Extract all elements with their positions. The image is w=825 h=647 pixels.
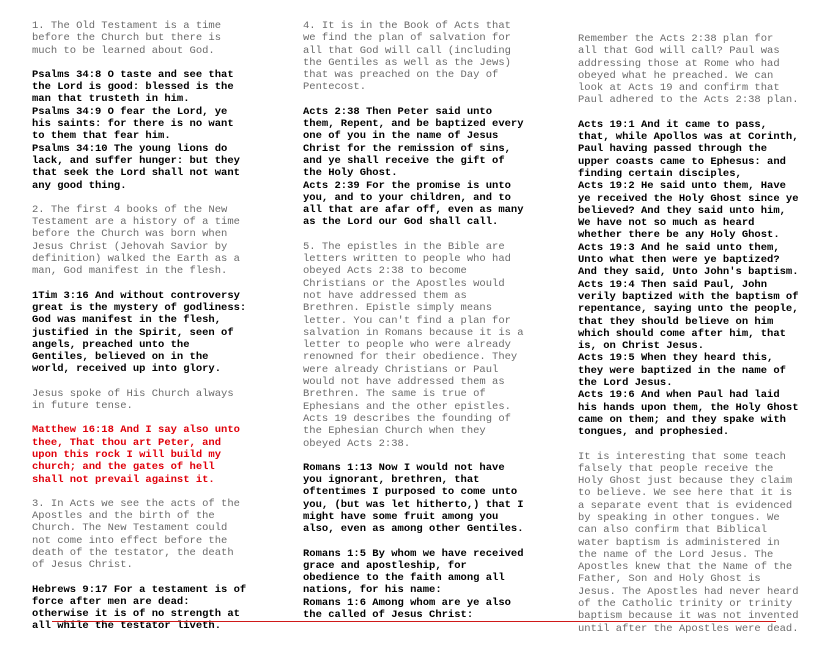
text-line: you ignorant, brethren, that (303, 474, 480, 487)
text-line: Matthew 16:18 And I say also unto (32, 424, 240, 437)
text-line: obeyed Acts 2:38. (303, 437, 411, 450)
text-line: water baptism is administered in (578, 536, 780, 549)
text-line: Apostles and the birth of the (32, 510, 215, 523)
text-line: man that trusteth in him. (32, 93, 190, 106)
text-line: the name of the Lord Jesus. The (578, 548, 774, 561)
text-line: Christians or the Apostles would (303, 277, 505, 290)
text-line: baptism because it was not invented (578, 610, 799, 623)
text-line: Remember the Acts 2:38 plan for (578, 33, 774, 45)
text-line: that was preached on the Day of (303, 69, 499, 82)
scripture-quote (303, 548, 525, 622)
text-line: all while the testator liveth. (32, 620, 222, 633)
text-line: of Jesus Christ. (32, 559, 133, 572)
text-line: look at Acts 19 and confirm that (578, 82, 780, 95)
text-line: came on them; and they spake with (578, 413, 786, 426)
commentary-paragraph (32, 498, 254, 572)
text-line: verily baptized with the baptism of (578, 290, 799, 303)
text-line: Father, Son and Holy Ghost is (578, 573, 761, 586)
text-line: obeyed Acts 2:38 to become (303, 265, 467, 278)
text-line: a separate event that is evidenced (578, 499, 793, 512)
text-line: to believe. We see here that it is (578, 487, 793, 500)
text-line: believed? And they said unto him, (578, 204, 786, 217)
text-line: whether there be any Holy Ghost. (578, 229, 780, 242)
text-line: upper coasts came to Ephesus: and (578, 155, 786, 168)
text-line: his hands upon them, the Holy Ghost (578, 401, 799, 414)
scripture-quote (32, 69, 254, 192)
text-line: in future tense. (32, 400, 133, 413)
text-line: Romans 1:13 Now I would not have (303, 461, 505, 474)
text-line: Romans 1:6 Among whom are ye also (303, 596, 511, 609)
text-line: not come into effect before the (32, 534, 228, 547)
text-line: you, (but was let hitherto,) that I (303, 498, 524, 511)
text-line: Pentecost. (303, 81, 367, 94)
text-line: which should come after him, that (578, 327, 786, 340)
text-line: Psalms 34:8 O taste and see that (32, 68, 234, 81)
scripture-quote (303, 462, 525, 536)
text-line: justified in the Spirit, seen of (32, 326, 234, 339)
text-line: Unto what then were ye baptized? (578, 254, 780, 267)
text-line: Acts 19:1 And it came to pass, (578, 118, 768, 131)
text-line: Holy Ghost just because they claim (578, 475, 793, 488)
text-line: angels, preached unto the (32, 338, 190, 351)
text-line: his saints: for there is no want (32, 118, 234, 131)
text-line: falsely that people receive the (578, 462, 774, 475)
text-line: them, Repent, and be baptized every (303, 118, 524, 131)
text-line: thee, That thou art Peter, and (32, 436, 222, 449)
text-line: renowned for their obedience. They (303, 351, 518, 364)
text-line: obedience to the faith among all (303, 572, 505, 585)
bottom-divider (52, 621, 776, 622)
text-line: otherwise it is of no strength at (32, 608, 240, 621)
text-line: Gentiles, believed on in the (32, 351, 209, 364)
text-line: the called of Jesus Christ: (303, 609, 474, 622)
text-line: shall not prevail against it. (32, 473, 215, 486)
text-line: Paul having passed through the (578, 143, 768, 156)
text-line: Jesus spoke of His Church always (32, 387, 234, 400)
text-line: 1. The Old Testament is a time (32, 20, 222, 32)
text-line: Christ for the remission of sins, (303, 142, 511, 155)
text-line: Acts 19:3 And he said unto them, (578, 241, 780, 254)
text-line: Romans 1:5 By whom we have received (303, 547, 524, 560)
text-line: the Lord is good: blessed is the (32, 81, 234, 94)
text-line: world, received up into glory. (32, 363, 222, 376)
text-line: letter. You can't find a plan for (303, 314, 511, 327)
text-line: Paul adhered to the Acts 2:38 plan. (578, 94, 799, 107)
text-line: is, on Christ Jesus. (578, 340, 705, 353)
text-line: 3. In Acts we see the acts of the (32, 497, 240, 510)
text-line: upon this rock I will build my (32, 448, 222, 461)
text-line: Psalms 34:10 The young lions do (32, 142, 228, 155)
text-line: Psalms 34:9 O fear the Lord, ye (32, 105, 228, 118)
text-line: Acts 19 describes the founding of (303, 412, 511, 425)
text-line: grace and apostleship, for (303, 559, 467, 572)
scripture-quote (32, 584, 254, 633)
text-line: before the Church but there is (32, 32, 222, 45)
text-line: Apostles knew that the Name of the (578, 561, 793, 574)
text-line: definition) walked the Earth as a (32, 253, 240, 266)
text-line: We have not so much as heard (578, 217, 755, 230)
commentary-paragraph (578, 451, 803, 635)
text-line: Brethren. The same is true of (303, 388, 486, 401)
text-line: the Lord Jesus. (578, 377, 673, 390)
text-line: Acts 19:5 When they heard this, (578, 352, 774, 365)
text-line: obeyed what he preached. We can (578, 69, 774, 82)
text-line: also, even as among other Gentiles. (303, 523, 524, 536)
text-line: that seek the Lord shall not want (32, 167, 240, 180)
text-line: 4. It is in the Book of Acts that (303, 20, 511, 32)
column-2 (303, 20, 525, 633)
text-line: Jesus. The Apostles had never heard (578, 585, 799, 598)
text-line: great is the mystery of godliness: (32, 301, 247, 314)
column-3 (578, 33, 803, 647)
text-line: they were baptized in the name of (578, 364, 786, 377)
text-line: Testament are a history of a time (32, 216, 240, 229)
text-line: Acts 19:2 He said unto them, Have (578, 180, 786, 193)
text-line: the Ephesian Church when they (303, 425, 486, 438)
text-line: 1Tim 3:16 And without controversy (32, 289, 240, 302)
text-line: salvation in Romans because it is a (303, 326, 524, 339)
text-line: would not have addressed them as (303, 376, 505, 389)
text-line: church; and the gates of hell (32, 461, 215, 474)
text-line: repentance, saying unto the people, (578, 303, 799, 316)
text-line: by speaking in other tongues. We (578, 511, 780, 524)
text-line: Ephesians and the other epistles. (303, 400, 511, 413)
text-line: Acts 19:4 Then said Paul, John (578, 278, 768, 291)
text-line: tongues, and prophesied. (578, 426, 730, 439)
commentary-paragraph (32, 388, 254, 413)
text-line: lack, and suffer hunger: but they (32, 154, 240, 167)
text-line: we find the plan of salvation for (303, 32, 511, 45)
scripture-quote (578, 119, 803, 439)
text-line: not have addressed them as (303, 289, 467, 302)
text-line: to them that fear him. (32, 130, 171, 143)
commentary-paragraph (303, 20, 525, 94)
text-line: 5. The epistles in the Bible are (303, 240, 505, 253)
text-line: Acts 2:39 For the promise is unto (303, 179, 511, 192)
text-line: ye received the Holy Ghost since ye (578, 192, 799, 205)
text-line: Acts 19:6 And when Paul had laid (578, 389, 780, 402)
text-line: 2. The first 4 books of the New (32, 203, 228, 216)
text-line: that they should believe on him (578, 315, 774, 328)
text-line: It is interesting that some teach (578, 450, 786, 463)
text-line: man, God manifest in the flesh. (32, 265, 228, 278)
commentary-paragraph (32, 204, 254, 278)
text-line: you, and to your children, and to (303, 191, 511, 204)
text-line: before the Church was born when (32, 228, 228, 241)
text-line: nations, for his name: (303, 584, 442, 597)
text-line: that, while Apollos was at Corinth, (578, 131, 799, 144)
text-line: as the Lord our God shall call. (303, 216, 499, 229)
text-line: all that God will call (including (303, 44, 511, 57)
text-line: can also confirm that Biblical (578, 524, 768, 537)
commentary-paragraph (303, 241, 525, 450)
text-line: God was manifest in the flesh, (32, 314, 222, 327)
text-line: any good thing. (32, 179, 127, 192)
text-line: Hebrews 9:17 For a testament is of (32, 583, 247, 596)
commentary-paragraph (32, 20, 254, 57)
text-line: Acts 2:38 Then Peter said unto (303, 105, 493, 118)
scripture-quote (32, 290, 254, 376)
column-1 (32, 20, 254, 645)
text-line: finding certain disciples, (578, 167, 742, 180)
text-line: of the Catholic trinity or trinity (578, 598, 793, 611)
text-line: might have some fruit among you (303, 510, 499, 523)
text-line: Church. The New Testament could (32, 522, 228, 535)
text-line: the Holy Ghost. (303, 167, 398, 180)
text-line: Brethren. Epistle simply means (303, 302, 493, 315)
text-line: all that are afar off, even as many (303, 204, 524, 217)
scripture-quote (303, 106, 525, 229)
text-line: one of you in the name of Jesus (303, 130, 499, 143)
highlighted-scripture-quote (32, 424, 254, 485)
text-line: letter to people who were already (303, 339, 511, 352)
text-line: oftentimes I purposed to come unto (303, 486, 518, 499)
text-line: addressing those at Rome who had (578, 57, 780, 70)
text-line: letters written to people who had (303, 253, 511, 266)
text-line: and ye shall receive the gift of (303, 154, 505, 167)
text-line: were already Christians or Paul (303, 363, 499, 376)
text-line: Jesus Christ (Jehovah Savior by (32, 240, 228, 253)
text-line: all that God will call? Paul was (578, 45, 780, 58)
commentary-paragraph (578, 33, 803, 107)
text-line: until after the Apostles were dead. (578, 622, 799, 635)
text-line: And they said, Unto John's baptism. (578, 266, 799, 279)
text-line: force after men are dead: (32, 595, 190, 608)
text-line: much to be learned about God. (32, 44, 215, 57)
text-line: the Gentiles as well as the Jews) (303, 56, 511, 69)
text-line: death of the testator, the death (32, 546, 234, 559)
